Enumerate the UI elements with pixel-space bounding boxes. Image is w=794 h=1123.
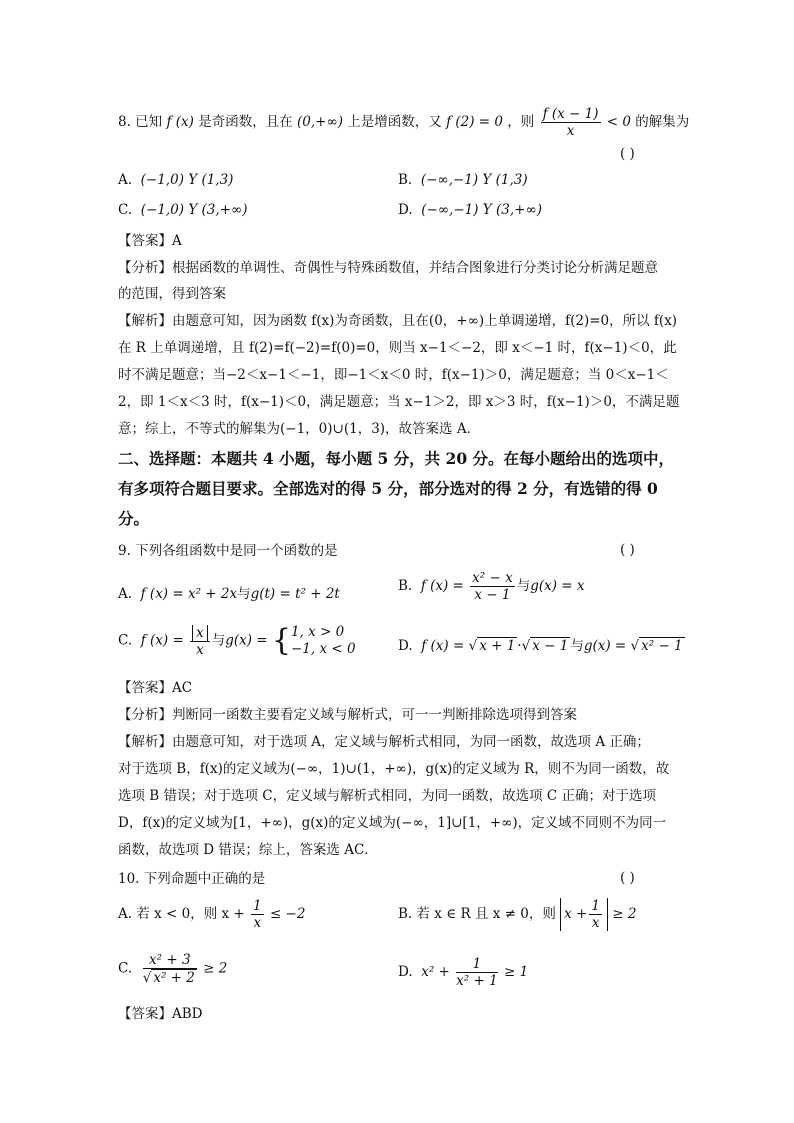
q8-text2: 上是增函数，又 xyxy=(347,114,442,130)
q8-option-b-text: (−∞,−1) Y (1,3) xyxy=(420,172,528,188)
q9-analysis: 【分析】判断同一函数主要看定义域与解析式，可一一判断排除选项得到答案 xyxy=(118,707,577,723)
q9-option-a-g: g(t) = t² + 2t xyxy=(250,586,340,602)
q9-solution-line3: 选项 B 错误；对于选项 C，定义域与解析式相同，为同一函数，故选项 C 正确；对于选项 xyxy=(118,788,657,804)
q8-function: f (x) xyxy=(166,114,194,130)
q9-option-c-g: g(x) = xyxy=(225,632,268,649)
q8-analysis-line1: 【分析】根据函数的单调性、奇偶性与特殊函数值，并结合图象进行分类讨论分析满足题意 xyxy=(118,260,658,276)
q9-answer-paren: ( ) xyxy=(620,542,635,558)
q9-option-b-label: B. xyxy=(398,578,413,594)
q8-text1: 是奇函数，且在 xyxy=(198,114,293,130)
q9-option-a-yu: 与 xyxy=(237,586,251,602)
q9-solution-line1: 【解析】由题意可知，对于选项 A，定义域与解析式相同，为同一函数，故选项 A 正确； xyxy=(118,734,650,750)
q10-option-d-fraction xyxy=(456,956,498,989)
q9-option-b-num: x² − x xyxy=(472,570,513,586)
q9-option-b-f: f (x) = xyxy=(420,578,464,594)
q9-option-c-case2: −1, x < 0 xyxy=(291,641,356,657)
q9-option-c-brace: { xyxy=(271,623,291,658)
q9-solution-line4: D，f(x)的定义域为[1，+∞)，g(x)的定义域为(−∞，1]∪[1，+∞)，定义域不同则不为同一 xyxy=(118,815,667,831)
q9-option-b-g: g(x) = x xyxy=(530,578,585,594)
q10-option-d-num: 1 xyxy=(456,956,498,973)
q9-option-b-den: x − 1 xyxy=(474,587,511,603)
q8-frac-num: f (x − 1) xyxy=(542,106,599,122)
q9-answer: 【答案】AC xyxy=(118,680,193,696)
q8-text4: 的解集为 xyxy=(635,114,690,130)
q9-option-b xyxy=(398,570,585,603)
q10-option-d-den: x² + 1 xyxy=(456,973,498,989)
q10-option-d-pre: x² + xyxy=(421,964,450,980)
q9-option-c-label: C. xyxy=(118,632,133,649)
q9-option-c-case1: 1, x > 0 xyxy=(291,624,345,640)
q10-option-c-den: x² + 2 xyxy=(153,970,195,986)
q9-option-b-fraction xyxy=(470,570,515,603)
section2-heading-line1: 二、选择题：本题共 4 小题，每小题 5 分，共 20 分。在每小题给出的选项中， xyxy=(118,449,675,468)
q10-answer-paren: ( ) xyxy=(620,870,635,886)
q10-option-b-den: x xyxy=(591,915,600,931)
q10-option-d xyxy=(398,956,528,989)
q8-solution-line3: 时不满足题意；当−2＜x−1＜−1，即−1＜x＜0 时，f(x−1)＞0，满足题意；当 0＜x−1＜ xyxy=(118,367,669,383)
q8-stem xyxy=(118,106,689,139)
q8-solution-line2: 在 R 上单调递增，且 f(2)=f(−2)=f(0)=0，则当 x−1＜−2，即 x＜−1 时，f(x−1)＜0，此 xyxy=(118,340,677,356)
q8-solution-line4: 2，即 1＜x＜3 时，f(x−1)＜0，满足题意；当 x−1＞2，即 x＞3 时，f(x−1)＞0，不满足题 xyxy=(118,394,680,410)
q8-solution-line1: 【解析】由题意可知，因为函数 f(x)为奇函数，且在(0，+∞)上单调递增，f(2)=0，所以 f(x) xyxy=(118,313,678,329)
q8-option-c-text: (−1,0) Y (3,+∞) xyxy=(140,202,248,218)
q9-option-d-yu: 与 xyxy=(570,638,584,654)
q10-option-b-abs-text: x + xyxy=(564,906,588,922)
q8-option-b-label: B. xyxy=(398,172,413,188)
q8-option-d xyxy=(398,202,542,218)
q9-option-c-den: x xyxy=(196,641,204,658)
q10-option-b-post: ≥ 2 xyxy=(612,906,637,922)
q8-option-a xyxy=(118,172,233,188)
q8-option-d-text: (−∞,−1) Y (3,+∞) xyxy=(421,202,542,218)
q9-option-d: D. f (x) = √ x + 1 ·√ x − 1 与g(x) = √ x² − 1 xyxy=(398,638,683,654)
q10-option-b xyxy=(398,898,636,931)
q8-option-c xyxy=(118,202,248,218)
q9-option-d-g: g(x) = xyxy=(583,638,627,654)
q10-option-c-fraction: $\frac{\text{x² + 3}}{\text{√ x² + 2}}$ xyxy=(142,952,195,986)
q8-option-a-label: A. xyxy=(118,172,133,188)
q8-analysis-line2: 的范围，得到答案 xyxy=(118,286,226,302)
q9-option-c-yu: 与 xyxy=(211,632,226,649)
q9-option-d-root2: x − 1 xyxy=(532,638,569,654)
q9-option-b-yu: 与 xyxy=(516,578,531,594)
q10-option-d-label: D. xyxy=(398,964,413,980)
q10-option-b-fraction xyxy=(589,898,602,931)
q9-option-c xyxy=(118,624,356,658)
q10-stem: 10. 下列命题中正确的是 xyxy=(118,871,266,887)
q10-option-d-post: ≥ 1 xyxy=(503,964,529,980)
q9-option-a-label: A. xyxy=(118,586,133,602)
q8-option-d-label: D. xyxy=(398,202,413,218)
q8-answer: 【答案】A xyxy=(118,233,182,249)
q9-option-a xyxy=(118,582,340,602)
q8-prefix: 8. 已知 xyxy=(118,114,163,130)
q9-stem: 9. 下列各组函数中是同一个函数的是 xyxy=(118,543,338,559)
q10-option-a xyxy=(118,898,305,931)
q10-option-a-pre: 若 x < 0，则 x + xyxy=(136,906,245,922)
q10-option-b-num: 1 xyxy=(591,898,600,914)
q10-option-c-num: x² + 3 xyxy=(143,952,197,969)
q9-option-d-root1: x + 1 xyxy=(479,638,516,654)
q9-solution-line2: 对于选项 B，f(x)的定义域为(−∞，1)∪(1，+∞)，g(x)的定义域为 R，则不为同一函数，故 xyxy=(118,761,670,777)
q10-option-a-label: A. xyxy=(118,906,133,922)
q9-option-d-root3: x² − 1 xyxy=(641,638,683,654)
section2-heading-line3: 分。 xyxy=(118,509,150,528)
q9-solution-line5: 函数，故选项 D 错误；综上，答案选 AC． xyxy=(118,842,378,858)
q9-option-c-fraction xyxy=(190,624,210,658)
q10-option-b-label: B. xyxy=(398,906,413,922)
q10-option-c-label: C. xyxy=(118,960,133,977)
q10-option-a-den: x xyxy=(253,915,262,931)
q9-option-c-num: x xyxy=(192,625,208,641)
q10-option-a-fraction xyxy=(251,898,264,931)
q8-solution-line5: 意；综上，不等式的解集为(−1，0)∪(1，3)，故答案选 A． xyxy=(118,421,481,437)
q8-interval: (0,+∞) xyxy=(297,114,343,130)
section2-heading-line2: 有多项符合题目要求。全部选对的得 5 分，部分选对的得 2 分，有选错的得 0 xyxy=(118,479,658,498)
q9-option-a-f: f (x) = x² + 2x xyxy=(140,586,238,602)
q8-text3: ，则 xyxy=(507,114,535,130)
q8-fraction xyxy=(541,106,601,139)
q9-option-c-cases xyxy=(291,624,356,658)
q8-option-c-label: C. xyxy=(118,202,133,218)
q9-option-d-f: f (x) = xyxy=(421,638,465,654)
q9-option-d-label: D. xyxy=(398,638,413,654)
q8-inequality: < 0 xyxy=(606,114,631,130)
q10-option-a-num: 1 xyxy=(253,898,262,914)
q10-option-b-pre: 若 x ∈ R 且 x ≠ 0，则 xyxy=(416,906,556,922)
q8-frac-den: x xyxy=(566,123,575,139)
q10-option-c xyxy=(118,952,227,986)
q8-answer-paren: ( ) xyxy=(620,146,635,162)
q8-condition: f (2) = 0 xyxy=(446,114,503,130)
q8-option-b xyxy=(398,172,528,188)
q10-option-b-abs xyxy=(560,898,608,931)
q10-answer: 【答案】ABD xyxy=(118,1006,203,1022)
q8-option-a-text: (−1,0) Y (1,3) xyxy=(140,172,234,188)
q10-option-a-post: ≤ −2 xyxy=(269,906,306,922)
q9-option-c-f: f (x) = xyxy=(140,632,184,649)
q10-option-c-post: ≥ 2 xyxy=(203,960,228,977)
